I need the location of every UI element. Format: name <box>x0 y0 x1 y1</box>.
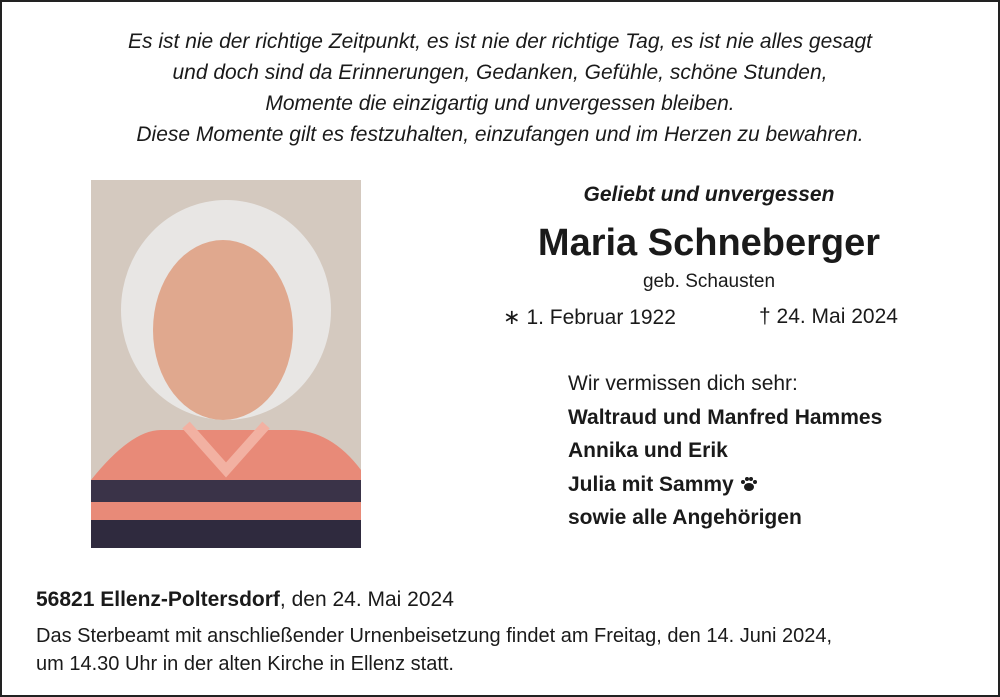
funeral-notice: Das Sterbeamt mit anschließender Urnenbeisetzung findet am Freitag, den 14. Juni 2024, um 14.30 Uhr in der alten Kirche in Ellenz statt. <box>36 625 832 675</box>
quote-line: Momente die einzigartig und unvergessen bleiben. <box>265 92 735 115</box>
birth-date: ∗ 1. Februar 1922 <box>503 306 676 329</box>
place-date: 56821 Ellenz-Poltersdorf, den 24. Mai 2024 <box>36 588 454 611</box>
memorial-quote <box>0 26 1000 150</box>
deceased-name: Maria Schneberger <box>537 222 881 264</box>
quote-line: Diese Momente gilt es festzuhalten, einzufangen und im Herzen zu bewahren. <box>136 123 864 146</box>
birth-name: geb. Schausten <box>642 271 776 292</box>
mourner: Julia mit Sammy <box>568 468 882 502</box>
mourners-intro: Wir vermissen dich sehr: <box>568 372 798 395</box>
paw-icon <box>740 476 758 492</box>
mourners-list <box>568 367 882 535</box>
quote-line: Es ist nie der richtige Zeitpunkt, es ist nie der richtige Tag, es ist nie alles gesagt <box>128 30 872 53</box>
mourner: Waltraud und Manfred Hammes <box>568 405 883 429</box>
death-date: † 24. Mai 2024 <box>759 305 898 328</box>
cross-icon: † <box>759 305 771 328</box>
portrait-photo <box>91 180 361 548</box>
mourner: Annika und Erik <box>568 439 728 462</box>
quote-line: und doch sind da Erinnerungen, Gedanken, Gefühle, schöne Stunden, <box>172 61 828 84</box>
motto: Geliebt und unvergessen <box>583 183 835 206</box>
mourner: sowie alle Angehörigen <box>568 506 802 529</box>
star-icon: ∗ <box>503 306 521 329</box>
